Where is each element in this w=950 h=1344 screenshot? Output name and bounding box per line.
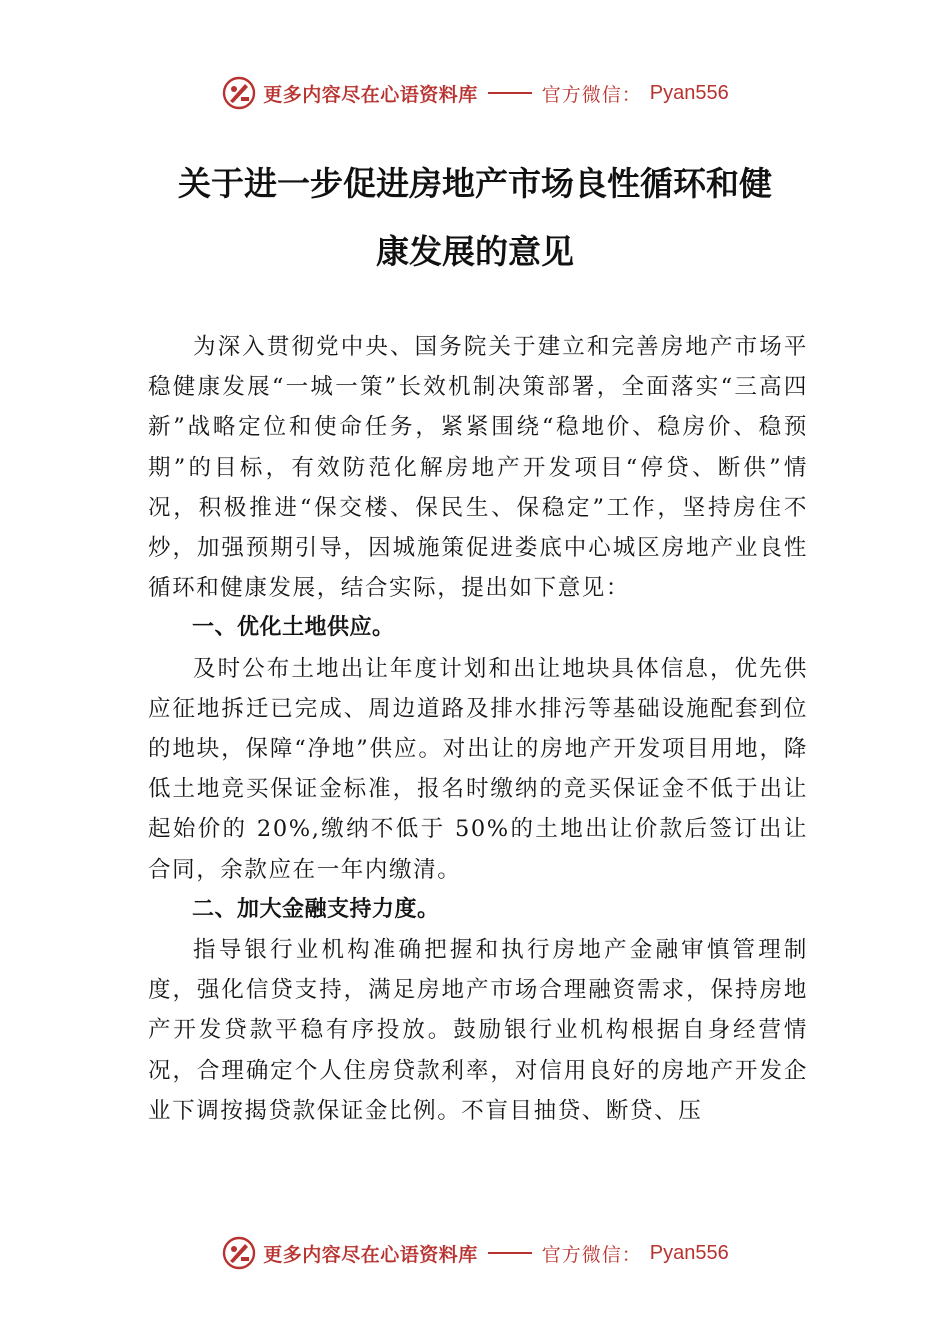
watermark-text: 更多内容尽在心语资料库	[263, 1243, 478, 1266]
watermark-wechat-label: 官方微信：	[541, 83, 642, 106]
section-1-heading: 一、优化土地供应。	[192, 615, 395, 641]
brand-logo-icon	[221, 75, 257, 111]
document-body	[148, 327, 808, 1131]
document-title-line-1: 关于进一步促进房地产市场良性循环和健	[178, 164, 772, 203]
watermark-wechat-id: Pyan556	[649, 1241, 729, 1264]
watermark-text: 更多内容尽在心语资料库	[263, 83, 478, 106]
section-1-paragraph: 及时公布土地出让年度计划和出让地块具体信息，优先供应征地拆迁已完成、周边道路及排水排污等基础设施配套到位的地块，保障“净地”供应。对出让的房地产开发项目用地，降低土地竞买保证金标准，报名时缴纳的竞买保证金不低于出让起始价的 20%,缴纳不低于 50%的土地出让价款后签订出让合同，余款应在一年内缴清。	[148, 655, 808, 883]
watermark-banner-bottom	[0, 1231, 950, 1275]
watermark-wechat-label: 官方微信：	[541, 1243, 642, 1266]
watermark-banner-top	[0, 71, 950, 115]
section-2-paragraph: 指导银行业机构准确把握和执行房地产金融审慎管理制度，强化信贷支持，满足房地产市场合理融资需求，保持房地产开发贷款平稳有序投放。鼓励银行业机构根据自身经营情况，合理确定个人住房贷款利率，对信用良好的房地产开发企业下调按揭贷款保证金比例。不盲目抽贷、断贷、压	[148, 937, 808, 1124]
brand-logo-icon	[221, 1235, 257, 1271]
intro-paragraph: 为深入贯彻党中央、国务院关于建立和完善房地产市场平稳健康发展“一城一策”长效机制决策部署，全面落实“三高四新”战略定位和使命任务，紧紧围绕“稳地价、稳房价、稳预期”的目标，有效防范化解房地产开发项目“停贷、断供”情况，积极推进“保交楼、保民生、保稳定”工作，坚持房住不炒，加强预期引导，因城施策促进娄底中心城区房地产业良性循环和健康发展，结合实际，提出如下意见：	[148, 334, 808, 602]
document-title-line-2: 康发展的意见	[376, 232, 574, 271]
watermark-dash	[488, 92, 532, 94]
watermark-dash	[488, 1252, 532, 1254]
section-2-heading: 二、加大金融支持力度。	[192, 896, 440, 922]
watermark-wechat-id: Pyan556	[649, 81, 729, 104]
